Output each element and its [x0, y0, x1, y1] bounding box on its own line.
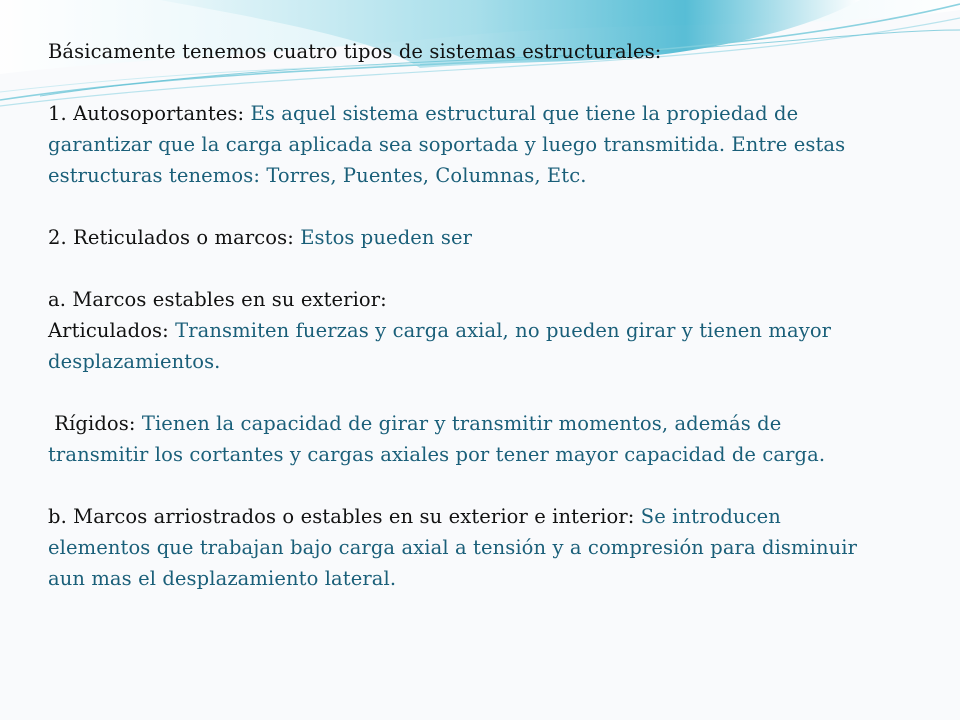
- reticulados-heading: 2. Reticulados o marcos:: [48, 226, 294, 249]
- autosoportantes-text-3: estructuras tenemos: Torres, Puentes, Columnas, Etc.: [48, 164, 587, 187]
- autosoportantes-heading: 1. Autosoportantes:: [48, 102, 245, 125]
- autosoportantes-text-2: garantizar que la carga aplicada sea soportada y luego transmitida. Entre estas: [48, 133, 846, 156]
- arriostrados-line-1: [48, 501, 928, 532]
- autosoportantes-line-1: [48, 98, 928, 129]
- marcos-estables-heading: a. Marcos estables en su exterior:: [48, 288, 387, 311]
- reticulados-text: Estos pueden ser: [293, 226, 473, 249]
- spacer: [48, 67, 928, 98]
- arriostrados-text-3: aun mas el desplazamiento lateral.: [48, 567, 397, 590]
- rigidos-text-2: transmitir los cortantes y cargas axiales por tener mayor capacidad de carga.: [48, 443, 826, 466]
- spacer: [48, 253, 928, 284]
- intro-text: Básicamente tenemos cuatro tipos de sistemas estructurales:: [48, 40, 662, 63]
- arriostrados-heading: b. Marcos arriostrados o estables en su exterior e interior:: [48, 505, 635, 528]
- reticulados-line: [48, 222, 928, 253]
- spacer: [48, 191, 928, 222]
- articulados-line-1: [48, 315, 928, 346]
- spacer: [48, 470, 928, 501]
- articulados-text-1: Transmiten fuerzas y carga axial, no pueden girar y tienen mayor: [168, 319, 832, 342]
- articulados-text-2: desplazamientos.: [48, 350, 221, 373]
- arriostrados-text-2: elementos que trabajan bajo carga axial a tensión y a compresión para disminuir: [48, 536, 858, 559]
- autosoportantes-text-1: Es aquel sistema estructural que tiene la propiedad de: [244, 102, 799, 125]
- rigidos-heading: Rígidos:: [48, 412, 136, 435]
- articulados-heading: Articulados:: [48, 319, 169, 342]
- arriostrados-text-1: Se introducen: [634, 505, 781, 528]
- spacer: [48, 377, 928, 408]
- slide-body: [48, 36, 928, 594]
- rigidos-text-1: Tienen la capacidad de girar y transmitir momentos, además de: [135, 412, 782, 435]
- rigidos-line-1: [48, 408, 928, 439]
